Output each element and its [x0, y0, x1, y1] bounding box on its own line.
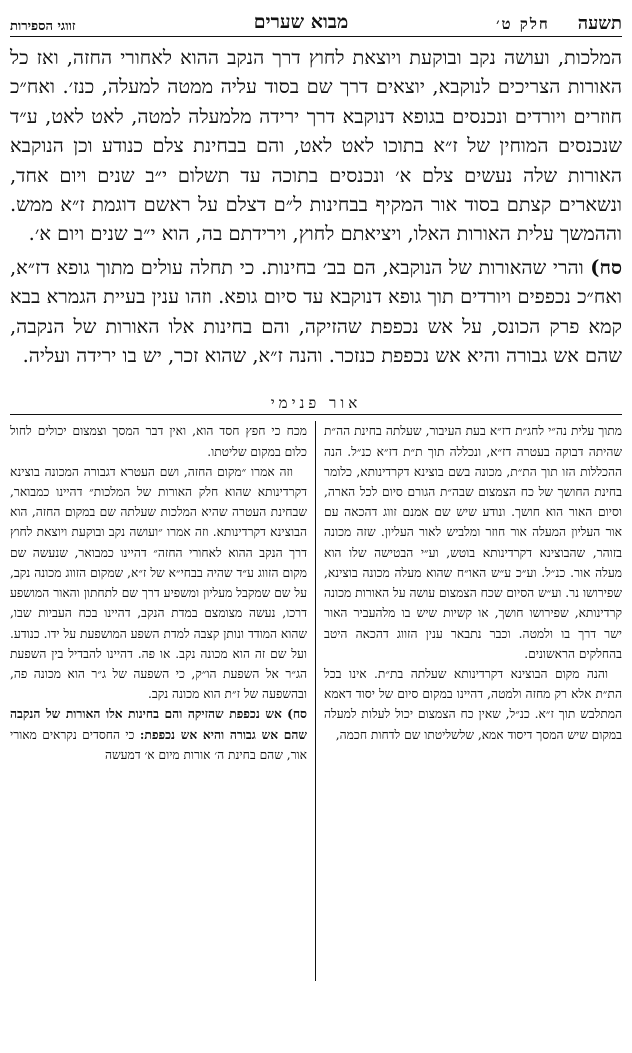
left-col-marker: סח) [287, 707, 307, 722]
paragraph-marker: סח) [590, 255, 622, 279]
left-col-bold-quote: אש נכפפת שהזיקה והם בחינות אלו האורות של הנקבה שהם אש גבורה והיא אש נכפפת: [10, 707, 308, 742]
commentary-left-column [10, 421, 316, 981]
main-text [10, 43, 622, 370]
section-title: זווגי הספירות [10, 19, 76, 34]
left-col-paragraph-3 [10, 704, 307, 765]
book-title: מבוא שערים [253, 11, 349, 33]
page-header [10, 8, 622, 37]
main-paragraph-1: המלכות, ועושה נקב ובוקעת ויוצאת לחוץ דרך הנקב ההוא לאחורי החזה, ואז כל האורות הצריכים לנוקבא, יוצאים דרך שם בסוד עליה ממטה למעלה, כנז׳. ואח״כ חוזרים ויורדים ונכנסים בגופא דנוקבא דרך ירידה מלמעלה למטה, לאט לאט, ע״ד שנכנסים המוחין של ז״א בתוכו לאט לאט, והם בבחינת צלם כנודע וכן הנוקבא האורות שלה נעשים צלם א׳ ונכנסים בתוכה עד תשלום י״ב שנים ויום אחד, ונשארים קצתם בסוד אור המקיף בבחינות ל״ם דצלם על ראשם דוגמת ז״א ממש. וההמשך עלית האורות האלו, ויציאתם לחוץ, וירידתם בה, הוא י״ב שנים ויום א׳. [10, 46, 622, 246]
main-paragraph-2-text: והרי שהאורות של הנוקבא, הם בב׳ בחינות. כי תחלה עולים מתוך גופא דז״א, ואח״כ נכפפים ויורדים תוך גופא דנוקבא עד סיום גופא. וזהו ענין בעיית הגמרא בבא קמא פרק הכונס, על אש נכפפת שהזיקה, והם בחינות אלו האורות של הנקבה, שהם אש גבורה והיא אש נכפפת כנזכר. והנה ז״א, שהוא זכר, יש בו ירידה ועליה. [10, 255, 622, 368]
right-col-paragraph-2: והנה מקום הבוצינא דקרדינותא שעלתה בת״ת. אינו בכל הת״ת אלא רק מחזה ולמטה, דהיינו במקום סיום של יסוד דאמא המתלבש תוך ז״א. כנ״ל, שאין כח הצמצום יכול לעלות למעלה במקום שיש המסך דיסוד אמא, שלשליטתו שם לדחות חכמה, [324, 666, 622, 742]
page-number: תשעה [577, 13, 622, 34]
header-right [402, 13, 622, 34]
left-col-paragraph-2: וזה אמרו ״מקום החזה, ושם העטרא דגבורה המכונה בוצינא דקרדינותא שהוא חלק האורות של המלכות״ דהיינו כמבואר, שבחינת העטרה שהיא המלכות שעלתה שם במקום החזה, הוא הבוצינא דקרדינותא. וזה אמרו ״ועושה נקב ובוקעת ויוצאת לחוץ דרך הנקב ההוא לאחורי החזה״ דהיינו כמבואר, שנעשה שם מקום הזווג ע״ד שהיה בבחי״א של ז״א, שמקום הזווג מכונה נקב, על שם שמקבל מעליון ומשפיע דרך שם לתחתון והאור המושפע דרכו, נעשה מצומצם במדת הנקב, דהיינו בכח העביות שבו, שהוא המודד ונותן קצבה למדת השפע המושפעת על ידו. כנודע. ועל שם זה הוא מכונה נקב. או פה. דהיינו להבדיל בין השפעת הג״ר אל השפעת הו״ק, כי השפעה של ג״ר הוא מכונה פה, ובהשפעה של ז״ת הוא מכונה נקב. [10, 464, 307, 702]
left-col-end: כי החסדים נקראים מאורי אור, שהם בחינת ה׳ אורות מיום א׳ דמעשה [10, 727, 307, 762]
right-col-paragraph-1: מתוך עלית נה״י לחג״ת דז״א בעת העיבור, שעלתה בחינת הה״ת שהיתה דבוקה בעטרה דז״א, ונכללה תוך ת״ת דז״א כנ״ל. הנה ההכללות הזו תוך הת״ת, מכונה בשם בוצינא דקרדינותא, כלומר בחינת החושך של כח הצמצום שבה״ת הגורם סיום לכל הארה, וסיום האור הוא חושך. ונודע שיש שם אמנם זווג דהכאה עם אור העליון המעלה אור חוזר ומלביש לאור העליון. שזה מכונה בזוהר, שהבוצינא דקרדינותא בוטש, וע״י הבטישה שלו הוא מעלה אור. כנ״ל. וע״כ ע״ש האו״ח שהוא מעלה מכונה בוצינא, שפירושו נר. וע״ש הסיום שכח הצמצום עושה על האורות מכונה קרדינותא, שפירושו חושך, או קשיות שיש בו מלהעביר האור ישר דרך בו ולמטה. וכבר נתבאר ענין הזווג דהכאה היטב בהחלקים הראשונים. [324, 424, 622, 661]
part-label: חלק ט׳ [496, 15, 550, 33]
commentary-columns [10, 421, 622, 981]
main-paragraph-2 [10, 253, 622, 371]
commentary-right-column [316, 421, 622, 981]
commentary-heading: אור פנימי [10, 392, 622, 415]
left-col-intro: מכח כי חפץ חסד הוא, ואין דבר המסך וצמצום יכולים לחול כלום במקום שליטתו. [10, 424, 307, 459]
